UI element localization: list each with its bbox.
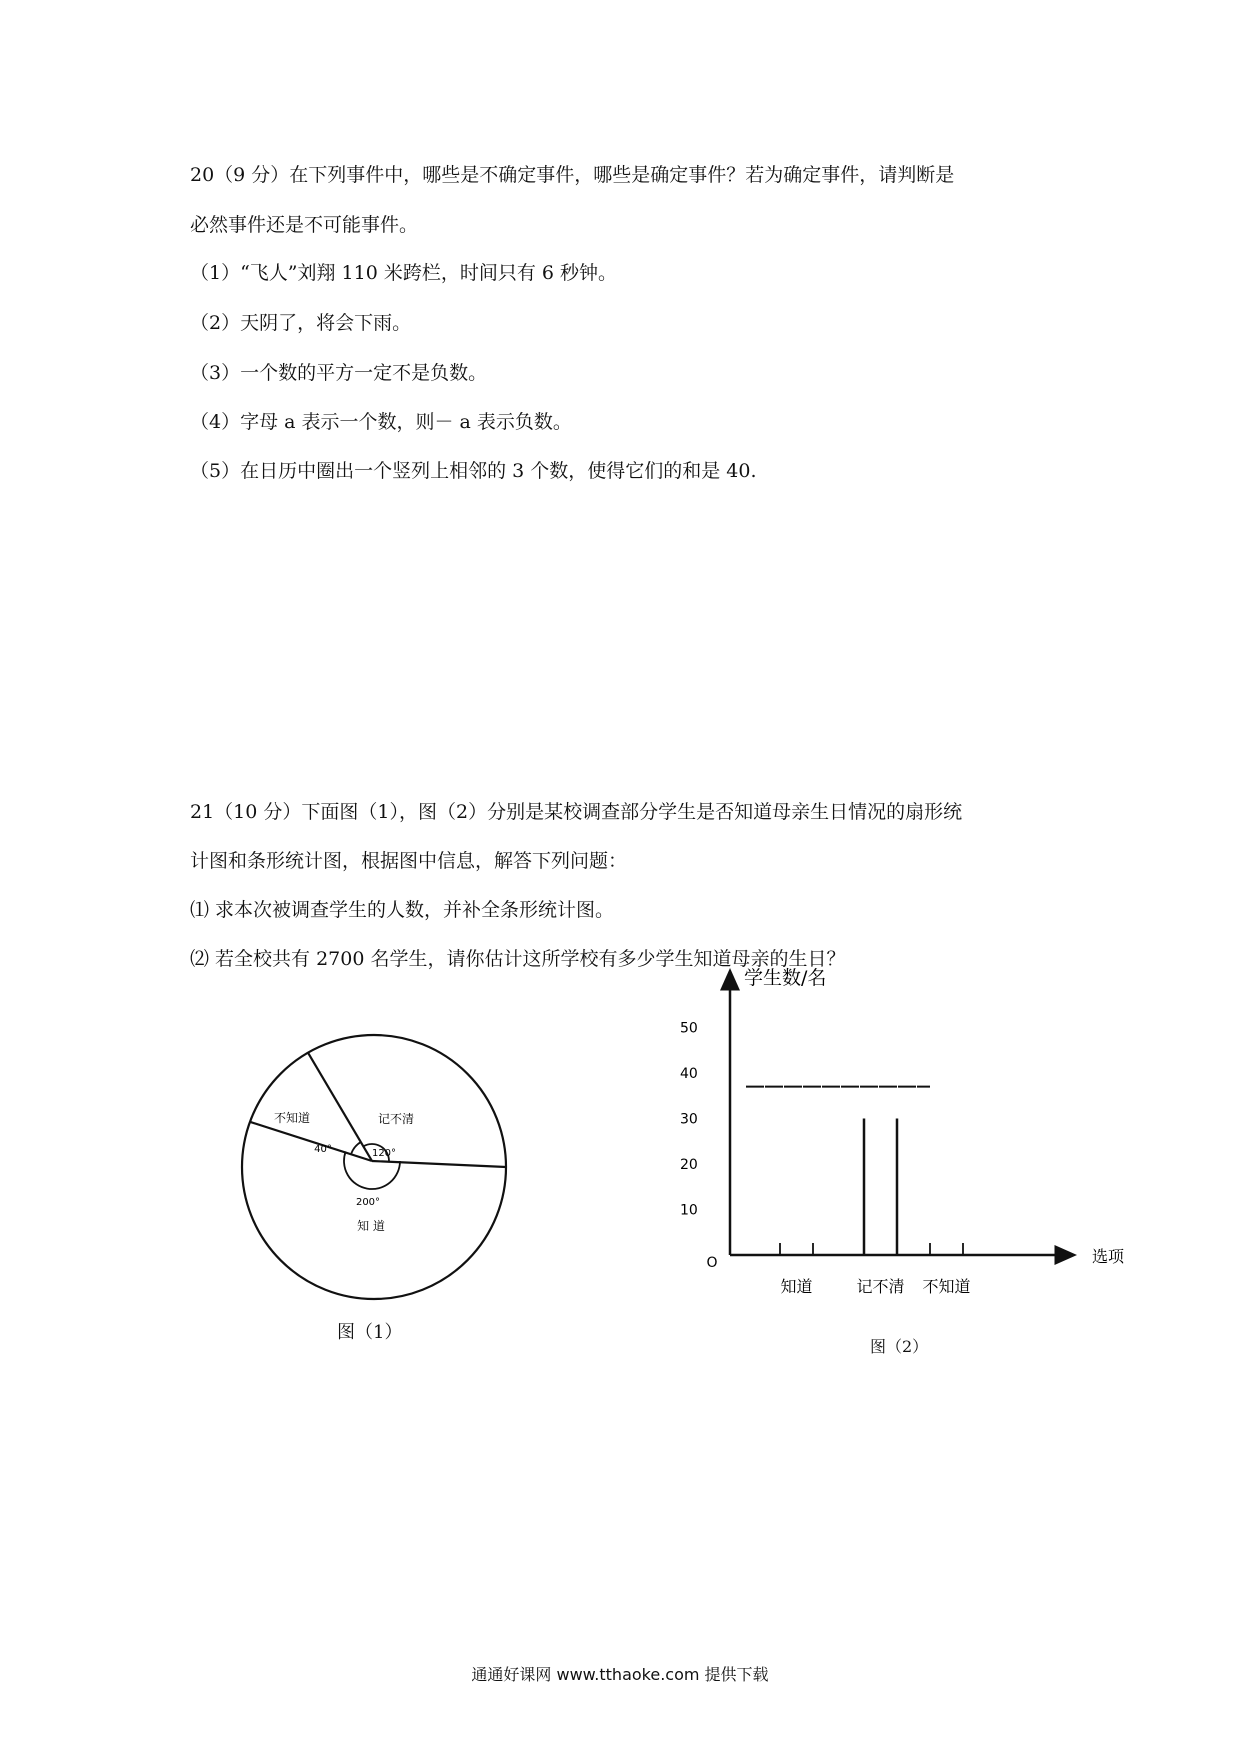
pie-radius-0: [372, 1161, 506, 1167]
pie-label-zhidao: 知 道: [357, 1219, 385, 1233]
pie-label-jibuqing: 记不清: [377, 1112, 415, 1126]
y-tick-label-50: 50: [680, 1020, 698, 1037]
q21-line2: 计图和条形统计图，根据图中信息，解答下列问题：: [190, 850, 628, 872]
q21-item-1: ⑴ 求本次被调查学生的人数，并补全条形统计图。: [190, 899, 615, 921]
fig2-caption: 图（2）: [870, 1337, 929, 1356]
q21-line1: 21（10 分）下面图（1），图（2）分别是某校调查部分学生是否知道母亲生日情况的扇形统: [190, 801, 963, 823]
x-tick-label-1: 记不清: [856, 1277, 905, 1296]
y-axis-label: 学生数/名: [744, 967, 827, 989]
q21-item-2: ⑵ 若全校共有 2700 名学生，请你估计这所学校有多少学生知道母亲的生日？: [190, 948, 846, 970]
y-tick-label-40: 40: [680, 1066, 698, 1082]
y-tick-label-30: 30: [680, 1111, 698, 1128]
pie-angle-200: 200°: [355, 1197, 381, 1208]
q20-item-3: （3）一个数的平方一定不是负数。: [190, 362, 488, 384]
y-tick-label-20: 20: [680, 1157, 698, 1173]
pie-angle-arc-1: [351, 1142, 361, 1154]
q20-line2: 必然事件还是不可能事件。: [190, 214, 419, 236]
q20-item-5: （5）在日历中圈出一个竖列上相邻的 3 个数，使得它们的和是 40.: [190, 460, 757, 482]
x-tick-label-2: 不知道: [922, 1277, 971, 1296]
pie-radius-2: [250, 1122, 372, 1161]
y-tick-label-10: 10: [680, 1202, 698, 1219]
bar-chart: [680, 960, 1140, 1320]
footer-watermark: 通通好课网 www.tthaoke.com 提供下载: [471, 1665, 769, 1684]
x-axis-label: 选项: [1092, 1247, 1125, 1266]
pie-label-buzhidao: 不知道: [273, 1111, 311, 1125]
x-tick-label-0: 知道: [780, 1277, 813, 1296]
q20-line1: 20（9 分）在下列事件中，哪些是不确定事件，哪些是确定事件？若为确定事件，请判断是: [190, 164, 955, 186]
q20-item-4: （4）字母 a 表示一个数，则－ a 表示负数。: [190, 411, 572, 433]
pie-outline: [242, 1035, 506, 1299]
q20-item-1: （1）“飞人”刘翔 110 米跨栏，时间只有 6 秒钟。: [190, 262, 618, 284]
pie-angle-120: 120°: [371, 1148, 397, 1159]
fig1-caption: 图（1）: [337, 1322, 403, 1343]
q20-item-2: （2）天阴了，将会下雨。: [190, 312, 412, 334]
pie-chart: [238, 1030, 518, 1310]
pie-angle-40: 40°: [314, 1144, 332, 1155]
origin-label: O: [706, 1255, 718, 1271]
